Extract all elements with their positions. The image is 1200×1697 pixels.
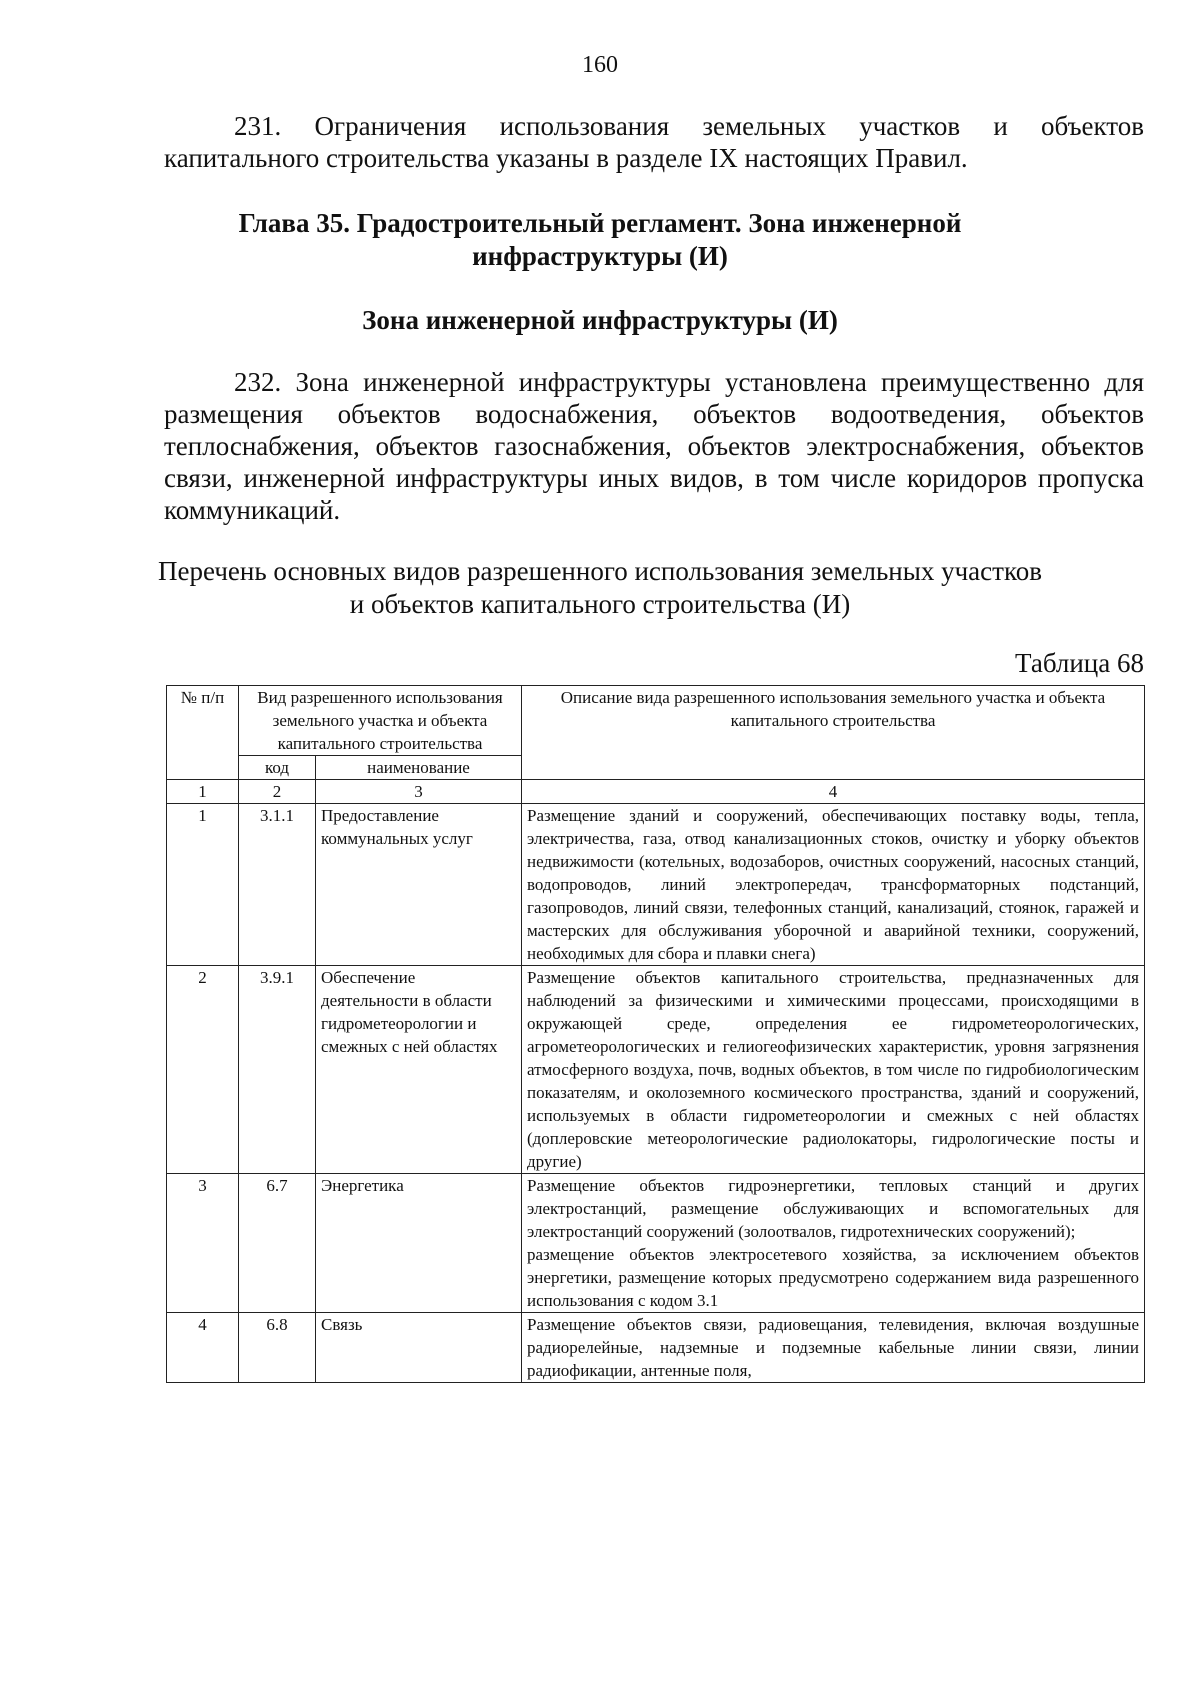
chapter-heading-line1: Глава 35. Градостроительный регламент. Зона инженерной (238, 208, 962, 238)
row-description-part1: Размещение объектов гидроэнергетики, тепловых станций и других электростанций, размещение обслуживающих и вспомогательных для электростанций сооружений (золоотвалов, гидротехнических сооружений); (527, 1176, 1139, 1241)
column-number: 4 (522, 780, 1145, 804)
list-title (0, 555, 1200, 621)
row-num: 3 (167, 1174, 239, 1313)
row-description: Размещение объектов капитального строительства, предназначенных для наблюдений за физическими и химическими процессами, происходящими в окружающей среде, определения ее гидрометеорологических, агрометеорологических и гелиогеофизических характеристик, уровня загрязнения атмосферного воздуха, почв, водных объектов, в том числе по гидробиологическим показателям, и околоземного космического пространства, зданий и сооружений, используемых в области гидрометеорологии и смежных с ней областях (доплеровские метеорологические радиолокаторы, гидрологические посты и другие) (522, 966, 1145, 1174)
row-code: 6.8 (239, 1313, 316, 1383)
chapter-heading-line2: инфраструктуры (И) (472, 241, 728, 271)
header-num: № п/п (167, 686, 239, 780)
table-row (167, 804, 1145, 966)
row-code: 3.1.1 (239, 804, 316, 966)
table-header-row (167, 686, 1145, 756)
row-name: Предоставление коммунальных услуг (316, 804, 522, 966)
paragraph-232: 232. Зона инженерной инфраструктуры установлена преимущественно для размещения объектов водоснабжения, объектов водоотведения, объектов теплоснабжения, объектов газоснабжения, объектов электроснабжения, объектов связи, инженерной инфраструктуры иных видов, в том числе коридоров пропуска коммуникаций. (164, 367, 1144, 525)
row-description-part2: размещение объектов электросетевого хозяйства, за исключением объектов энергетики, размещение которых предусмотрено содержанием вида разрешенного использования с кодом 3.1 (527, 1245, 1139, 1310)
table-row (167, 1174, 1145, 1313)
row-description: Размещение объектов связи, радиовещания, телевидения, включая воздушные радиорелейные, надземные и подземные кабельные линии связи, линии радиофикации, антенные поля, (522, 1313, 1145, 1383)
row-num: 1 (167, 804, 239, 966)
row-num: 2 (167, 966, 239, 1174)
column-number: 2 (239, 780, 316, 804)
header-name: наименование (316, 756, 522, 780)
column-number: 3 (316, 780, 522, 804)
header-kind: Вид разрешенного использования земельного участка и объекта капитального строительства (239, 686, 522, 756)
page-number: 160 (582, 52, 618, 78)
column-number-row (167, 780, 1145, 804)
column-number: 1 (167, 780, 239, 804)
row-name: Энергетика (316, 1174, 522, 1313)
table-row (167, 966, 1145, 1174)
land-use-table (166, 685, 1145, 1383)
table-row (167, 1313, 1145, 1383)
row-num: 4 (167, 1313, 239, 1383)
header-description: Описание вида разрешенного использования земельного участка и объекта капитального строительства (522, 686, 1145, 780)
row-name: Связь (316, 1313, 522, 1383)
row-code: 3.9.1 (239, 966, 316, 1174)
list-title-line1: Перечень основных видов разрешенного использования земельных участков (158, 556, 1042, 586)
row-code: 6.7 (239, 1174, 316, 1313)
row-description: Размещение зданий и сооружений, обеспечивающих поставку воды, тепла, электричества, газа, отвод канализационных стоков, очистку и уборку объектов недвижимости (котельных, водозаборов, очистных сооружений, насосных станций, водопроводов, линий электропередач, трансформаторных подстанций, газопроводов, линий связи, телефонных станций, канализаций, стоянок, гаражей и мастерских для обслуживания уборочной и аварийной техники, сооружений, необходимых для сбора и плавки снега) (522, 804, 1145, 966)
chapter-heading (0, 207, 1200, 273)
zone-heading: Зона инженерной инфраструктуры (И) (362, 305, 838, 335)
row-name: Обеспечение деятельности в области гидрометеорологии и смежных с ней областях (316, 966, 522, 1174)
table-label: Таблица 68 (1015, 648, 1144, 678)
header-code: код (239, 756, 316, 780)
paragraph-231: 231. Ограничения использования земельных участков и объектов капитального строительства указаны в разделе IX настоящих Правил. (164, 111, 1144, 173)
row-description (522, 1174, 1145, 1313)
list-title-line2: и объектов капитального строительства (И) (349, 589, 851, 619)
